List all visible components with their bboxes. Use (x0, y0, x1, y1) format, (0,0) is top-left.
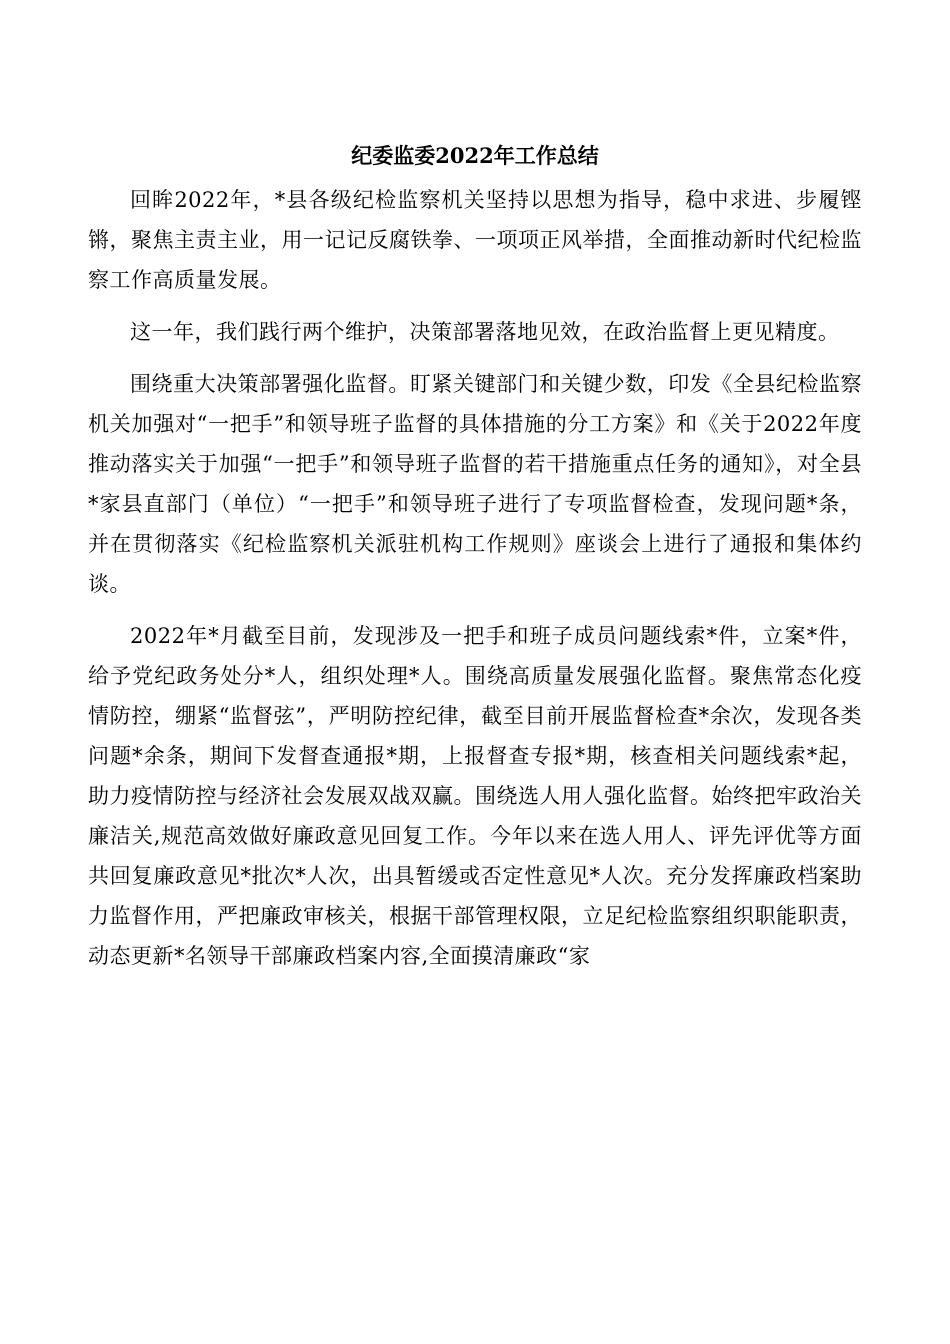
paragraph-statistics: 2022年*月截至目前，发现涉及一把手和班子成员问题线索*件，立案*件，给予党纪政务处分*人，组织处理*人。围绕高质量发展强化监督。聚焦常态化疫情防控，绷紧“监督弦”，严明防控纪律，截至目前开展监督检查*余次，发现各类问题*余条，期间下发督查通报*期，上报督查专报*期，核查相关问题线索*起，助力疫情防控与经济社会发展双战双赢。围绕选人用人强化监督。始终把牢政治关廉洁关,规范高效做好廉政意见回复工作。今年以来在选人用人、评先评优等方面共回复廉政意见*批次*人次，出具暂缓或否定性意见*人次。充分发挥廉政档案助力监督作用，严把廉政审核关，根据干部管理权限，立足纪检监察组织职能职责，动态更新*名领导干部廉政档案内容,全面摸清廉政“家 (88, 624, 862, 968)
document-title: 纪委监委2022年工作总结 (351, 143, 599, 168)
paragraph-intro: 回眸2022年，*县各级纪检监察机关坚持以思想为指导，稳中求进、步履铿锵，聚焦主责主业，用一记记反腐铁拳、一项项正风举措，全面推动新时代纪检监察工作高质量发展。 (88, 188, 862, 292)
paragraph-year-summary: 这一年，我们践行两个维护，决策部署落地见效，在政治监督上更见精度。 (130, 320, 840, 344)
paragraph-decision-supervision: 围绕重大决策部署强化监督。盯紧关键部门和关键少数，印发《全县纪检监察机关加强对“一把手”和领导班子监督的具体措施的分工方案》和《关于2022年度推动落实关于加强“一把手”和领导班子监督的若干措施重点任务的通知》，对全县*家县直部门（单位）“一把手”和领导班子进行了专项监督检查，发现问题*条，并在贯彻落实《纪检监察机关派驻机构工作规则》座谈会上进行了通报和集体约谈。 (88, 372, 862, 596)
document-body (88, 180, 862, 988)
